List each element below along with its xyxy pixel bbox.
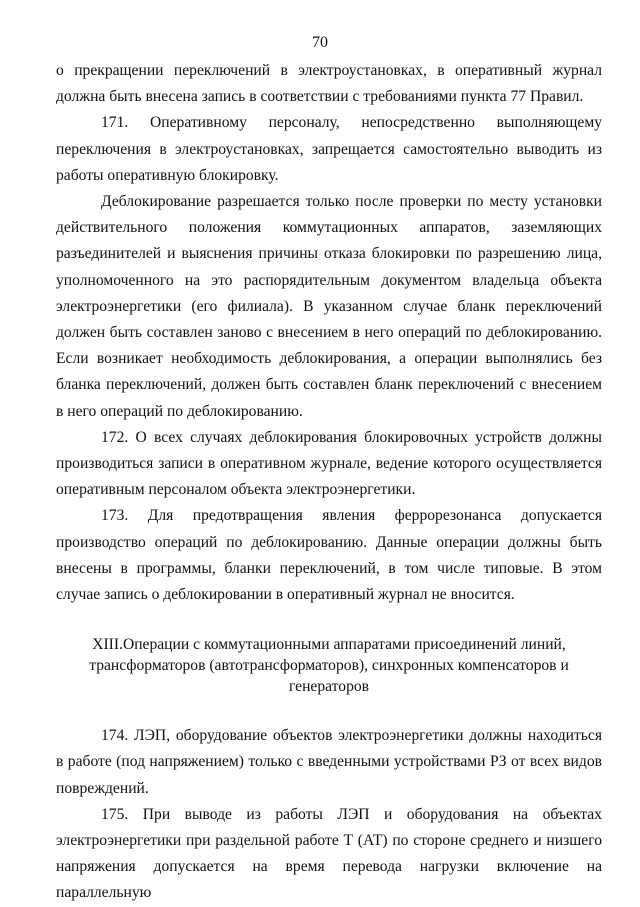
paragraph-unblocking: Деблокирование разрешается только после проверки по месту установки действительного положения коммутационных аппаратов, заземляющих разъединителей и выяснения причины отказа блокировки по разрешению лица, уполномоченного на это распорядительным документом владельца объекта электроэнергетики (его филиала). В указанном случае бланк переключений должен быть составлен заново с внесением в него операций по деблокированию. Если возникает необходимость деблокирования, а операции выполнялись без бланка переключений, должен быть составлен бланк переключений с внесением в него операций по деблокированию.: [56, 193, 602, 420]
paragraph-172: 172. О всех случаях деблокирования блокировочных устройств должны производиться записи в оперативном журнале, ведение которого осуществляется оперативным персоналом объекта электроэнергетики.: [56, 428, 602, 499]
document-body: [56, 58, 602, 907]
section-heading-line-2: трансформаторов (автотрансформаторов), синхронных компенсаторов и генераторов: [89, 657, 569, 696]
section-heading-line-1: XIII.Операции с коммутационными аппаратами присоединений линий,: [92, 636, 566, 654]
paragraph-173: 173. Для предотвращения явления феррорезонанса допускается производство операций по деблокированию. Данные операции должны быть внесены в программы, бланки переключений, в том числе типовые. В этом случае запись о деблокировании в оперативный журнал не вносится.: [56, 507, 602, 604]
paragraph-intro-continuation: о прекращении переключений в электроустановках, в оперативный журнал должна быть внесена запись в соответствии с требованиями пункта 77 Правил.: [56, 62, 602, 106]
page-number: 70: [312, 34, 328, 51]
section-heading: [56, 634, 602, 697]
paragraph-175: 175. При выводе из работы ЛЭП и оборудования на объектах электроэнергетики при раздельной работе Т (АТ) по стороне среднего и низшего напряжения допускается на время перевода нагрузки включение на параллельную: [56, 805, 602, 902]
paragraph-174: 174. ЛЭП, оборудование объектов электроэнергетики должны находиться в работе (под напряжением) только с введенными устройствами РЗ от всех видов повреждений.: [56, 727, 602, 797]
paragraph-171: 171. Оперативному персоналу, непосредственно выполняющему переключения в электроустановках, запрещается самостоятельно выводить из работы оперативную блокировку.: [56, 114, 602, 184]
